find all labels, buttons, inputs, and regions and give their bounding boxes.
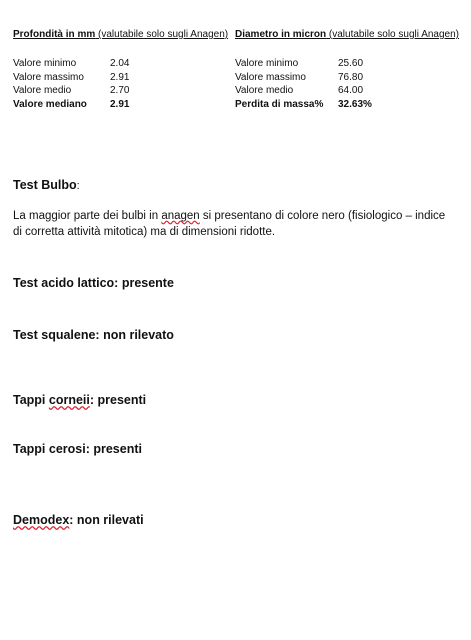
squalene-heading: Test squalene: non rilevato (13, 328, 174, 342)
stat-label: Valore mediano (13, 98, 87, 110)
bulbo-text-a: La maggior parte dei bulbi in (13, 210, 162, 222)
tappi-corneii-heading (13, 393, 146, 407)
stat-value: 2.91 (110, 98, 130, 110)
acido-lattico-heading: Test acido lattico: presente (13, 276, 174, 290)
depth-header-note: (valutabile (95, 29, 144, 40)
bulbo-title: Test Bulbo (13, 178, 77, 192)
stat-row (235, 57, 372, 71)
stat-row (235, 98, 372, 112)
stat-value: 2.04 (110, 58, 130, 69)
diameter-stats-table (235, 57, 372, 111)
bulbo-text-anagen: anagen (161, 210, 200, 222)
stat-value: 64.00 (338, 85, 364, 96)
bulbo-colon: : (76, 180, 80, 192)
stat-row (13, 71, 129, 85)
bulbo-paragraph (13, 208, 453, 240)
stat-label: Valore massimo (235, 71, 306, 83)
diameter-header-note: (valutabile solo sugli Anagen) (326, 29, 460, 40)
stat-value: 2.70 (110, 85, 130, 96)
depth-header (13, 29, 228, 40)
bulbo-text-b: si presentano di colore nero (fisiologico – indice di corretta attività mitotica) ma di dimensioni ridotte. (13, 210, 446, 238)
stat-row (13, 98, 129, 112)
stat-label: Valore minimo (13, 58, 77, 69)
depth-header-title: Profondità in mm (13, 29, 96, 40)
tappi-corneii-b: : presenti (89, 393, 147, 407)
stat-label: Perdita di massa% (235, 98, 324, 110)
depth-stats-table (13, 57, 129, 111)
bulbo-heading (13, 178, 80, 192)
tappi-corneii-a: Tappi (13, 393, 49, 407)
stat-value: 25.60 (338, 58, 364, 69)
diameter-header-title: Diametro in micron (235, 29, 327, 40)
tappi-corneii-spell: corneii (48, 393, 90, 407)
stat-label: Valore massimo (13, 71, 84, 83)
tappi-cerosi-heading: Tappi cerosi: presenti (13, 442, 142, 456)
stat-label: Valore medio (235, 85, 294, 96)
demodex-spell: Demodex (13, 513, 70, 527)
stat-row (235, 71, 372, 85)
demodex-b: : non rilevati (69, 513, 144, 527)
stat-row (235, 84, 372, 98)
stat-value: 76.80 (338, 71, 364, 83)
stat-row (13, 84, 129, 98)
stat-value: 32.63% (338, 98, 372, 110)
diameter-header (235, 29, 459, 40)
stat-label: Valore medio (13, 85, 72, 96)
stat-value: 2.91 (110, 71, 130, 83)
depth-header-note-2: solo sugli Anagen) (143, 29, 229, 40)
stat-row (13, 57, 129, 71)
demodex-heading (13, 513, 144, 527)
stat-label: Valore minimo (235, 58, 299, 69)
